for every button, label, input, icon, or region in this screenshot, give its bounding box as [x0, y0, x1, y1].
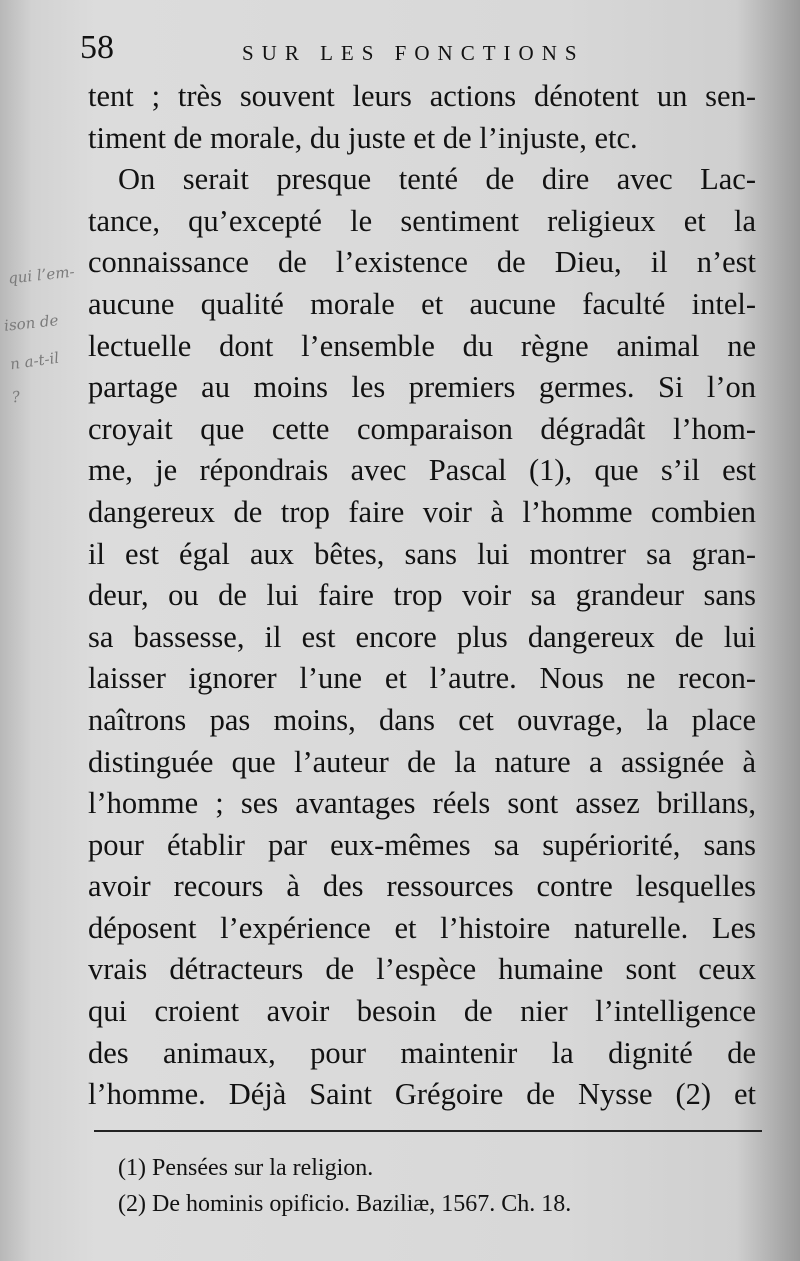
text-line: naîtrons pas moins, dans cet ouvrage, la place — [88, 702, 756, 737]
footnote-2: (2) De hominis opificio. Baziliæ, 1567. Ch. 18. — [118, 1191, 572, 1217]
text-line: me, je répondrais avec Pascal (1), que s’il est — [88, 453, 756, 488]
text-line: avoir recours à des ressources contre lesquelles — [88, 869, 756, 904]
text-line: vrais détracteurs de l’espèce humaine sont ceux — [88, 952, 756, 987]
text-line: distinguée que l’auteur de la nature a assignée à — [88, 744, 756, 779]
text-line: sa bassesse, il est encore plus dangereux de lui — [88, 619, 756, 654]
text-line: l’homme ; ses avantages réels sont assez brillans, — [88, 786, 756, 821]
text-line: pour établir par eux-mêmes sa supériorité, sans — [88, 827, 756, 862]
handwritten-margin-notes — [0, 260, 80, 420]
footnote-1: (1) Pensées sur la religion. — [118, 1155, 374, 1181]
paragraph-first-line: On serait presque tenté de dire avec Lac- — [118, 162, 756, 197]
margin-note-line: ? — [10, 387, 22, 407]
footnotes — [118, 1150, 758, 1222]
running-title: SUR LES FONCTIONS — [242, 41, 585, 65]
text-line: croyait que cette comparaison dégradât l’hom- — [88, 411, 756, 446]
text-line: deur, ou de lui faire trop voir sa grandeur sans — [88, 578, 756, 613]
text-line: des animaux, pour maintenir la dignité de — [88, 1035, 756, 1070]
page-number: 58 — [80, 29, 114, 66]
text-line: qui croient avoir besoin de nier l’intelligence — [88, 994, 756, 1029]
text-line: dangereux de trop faire voir à l’homme combien — [88, 494, 756, 529]
text-line: l’homme. Déjà Saint Grégoire de Nysse (2) et — [88, 1077, 756, 1112]
text-line: tent ; très souvent leurs actions dénotent un sen- — [88, 79, 756, 113]
margin-note-line: n a-t-il — [8, 348, 61, 374]
text-line: tance, qu’excepté le sentiment religieux et la — [88, 203, 756, 238]
text-line: laisser ignorer l’une et l’autre. Nous ne recon- — [88, 661, 756, 696]
text-line: connaissance de l’existence de Dieu, il n’est — [88, 245, 756, 280]
margin-note-line: qui l’em- — [7, 262, 76, 288]
body-text — [88, 76, 756, 1116]
text-line: partage au moins les premiers germes. Si l’on — [88, 370, 756, 405]
text-line: aucune qualité morale et aucune faculté intel- — [88, 286, 756, 321]
footnote-divider — [94, 1130, 762, 1132]
text-line: lectuelle dont l’ensemble du règne animal ne — [88, 328, 756, 363]
text-line: déposent l’expérience et l’histoire naturelle. Les — [88, 910, 756, 945]
text-line: timent de morale, du juste et de l’injuste, etc. — [88, 120, 638, 155]
text-line: il est égal aux bêtes, sans lui montrer sa gran- — [88, 536, 756, 571]
margin-note-line: ison de — [3, 311, 60, 335]
